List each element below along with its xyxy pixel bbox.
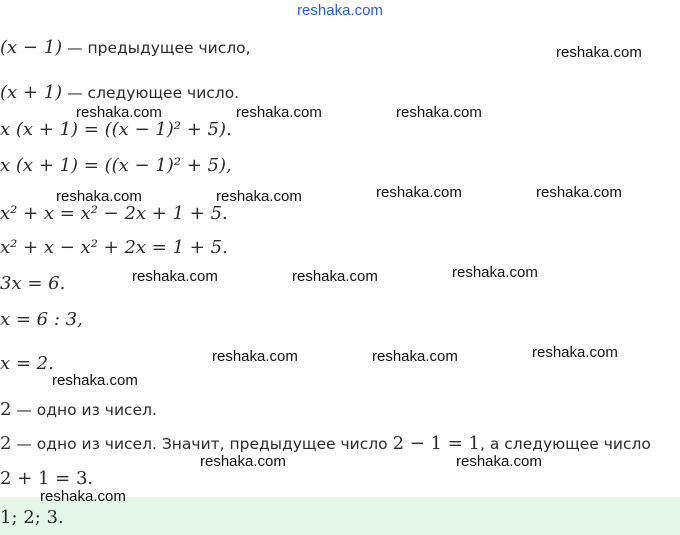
solution-line-10: [0, 400, 157, 420]
watermark: reshaka.com: [236, 104, 322, 121]
text-fragment: — одно из чисел.: [11, 401, 157, 419]
math-expression: 2 − 1 = 1: [392, 433, 480, 454]
watermark: reshaka.com: [452, 264, 538, 281]
watermark: reshaka.com: [132, 268, 218, 285]
math-expression: (x + 1): [0, 82, 63, 103]
text-fragment: — следующее число.: [62, 84, 240, 102]
watermark: reshaka.com: [212, 348, 298, 365]
answer-text: 1; 2; 3.: [0, 507, 64, 528]
equation: x = 6 : 3,: [0, 309, 83, 330]
equation: x² + x − x² + 2x = 1 + 5.: [0, 237, 228, 258]
solution-line-9: [0, 354, 54, 374]
equation: x (x + 1) = ((x − 1)² + 5).: [0, 119, 232, 140]
watermark: reshaka.com: [76, 104, 162, 121]
watermark: reshaka.com: [216, 188, 302, 205]
equation: 2 + 1 = 3.: [0, 468, 94, 489]
math-expression: (x − 1): [0, 37, 63, 58]
equation: x (x + 1) = ((x − 1)² + 5),: [0, 155, 232, 176]
equation: 3x = 6.: [0, 273, 66, 294]
number: 2: [0, 433, 12, 454]
number: 2: [0, 399, 12, 420]
watermark: reshaka.com: [200, 453, 286, 470]
text-fragment: — одно из чисел. Значит, предыдущее число: [11, 435, 393, 453]
watermark: reshaka.com: [556, 44, 642, 61]
watermark: reshaka.com: [372, 348, 458, 365]
watermark: reshaka.com: [536, 184, 622, 201]
solution-line-11: [0, 434, 651, 454]
solution-line-7: [0, 274, 65, 294]
solution-line-1: [0, 38, 251, 58]
solution-line-4: [0, 156, 232, 176]
solution-line-12: [0, 469, 93, 489]
solution-line-3: [0, 120, 232, 140]
watermark: reshaka.com: [396, 104, 482, 121]
equation: x² + x = x² − 2x + 1 + 5.: [0, 203, 228, 224]
solution-line-2: [0, 83, 239, 103]
solution-line-6: [0, 238, 228, 258]
solution-line-8: [0, 310, 83, 330]
watermark: reshaka.com: [52, 372, 138, 389]
watermark: reshaka.com: [292, 268, 378, 285]
watermark: reshaka.com: [56, 188, 142, 205]
watermark: reshaka.com: [532, 344, 618, 361]
answer-line: [0, 508, 64, 528]
watermark: reshaka.com: [40, 488, 126, 505]
equation: x = 2.: [0, 353, 54, 374]
text-fragment: , а следующее число: [479, 435, 651, 453]
text-fragment: — предыдущее число,: [62, 39, 251, 57]
watermark: reshaka.com: [376, 184, 462, 201]
watermark: reshaka.com: [456, 453, 542, 470]
solution-line-5: [0, 204, 228, 224]
site-watermark-top: reshaka.com: [297, 2, 383, 19]
